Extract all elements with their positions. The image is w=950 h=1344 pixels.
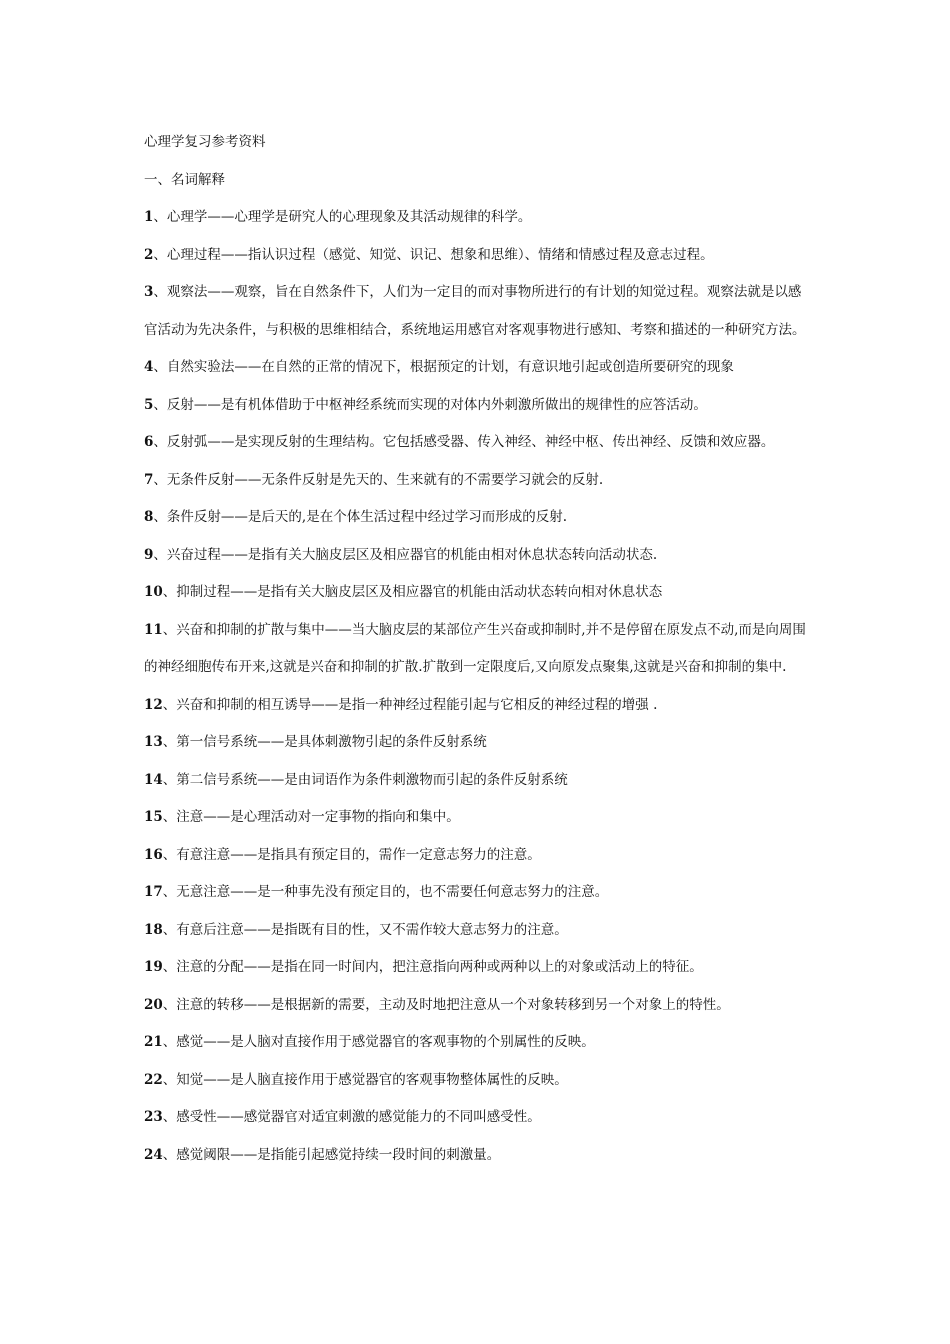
document-title: 心理学复习参考资料 xyxy=(144,134,266,150)
term-entry-16 xyxy=(144,837,812,875)
entry-text: 、感受性——感觉器官对适宜刺激的感觉能力的不同叫感受性。 xyxy=(162,1109,541,1125)
entry-number: 7 xyxy=(144,471,154,488)
entry-text: 、无条件反射——无条件反射是先天的、生来就有的不需要学习就会的反射. xyxy=(153,471,604,488)
entry-number: 19 xyxy=(144,959,163,975)
entry-text: 、条件反射——是后天的,是在个体生活过程中经过学习而形成的反射. xyxy=(153,509,567,525)
term-entry-12 xyxy=(144,687,812,725)
term-entry-2 xyxy=(144,237,812,275)
entry-number: 23 xyxy=(144,1109,163,1125)
entry-text: 、反射弧——是实现反射的生理结构。它包括感受器、传入神经、神经中枢、传出神经、反馈和效应器。 xyxy=(153,434,775,450)
entry-number: 15 xyxy=(144,809,163,825)
term-entry-23 xyxy=(144,1099,812,1137)
term-entry-20 xyxy=(144,987,812,1025)
entry-text: 、感觉阈限——是指能引起感觉持续一段时间的刺激量。 xyxy=(162,1146,501,1163)
term-entry-21 xyxy=(144,1024,812,1062)
term-entry-11 xyxy=(144,612,812,687)
entry-number: 13 xyxy=(144,734,163,750)
entry-text: 、观察法——观察，旨在自然条件下，人们为一定目的而对事物所进行的有计划的知觉过程。观察法就是以感官活动为先决条件，与积极的思维相结合，系统地运用感官对客观事物进行感知、考察和描述的一种研究方法。 xyxy=(144,284,806,338)
term-entry-5 xyxy=(144,387,812,425)
entry-number: 1 xyxy=(144,209,154,225)
entry-number: 11 xyxy=(144,621,163,638)
entry-text: 、心理过程——指认识过程（感觉、知觉、识记、想象和思维）、情绪和情感过程及意志过程。 xyxy=(153,246,714,263)
term-entry-7 xyxy=(144,462,812,500)
term-entry-15 xyxy=(144,799,812,837)
term-entry-13 xyxy=(144,724,812,762)
entry-text: 、自然实验法——在自然的正常的情况下，根据预定的计划，有意识地引起或创造所要研究的现象 xyxy=(153,359,734,375)
entry-text: 、反射——是有机体借助于中枢神经系统而实现的对体内外刺激所做出的规律性的应答活动。 xyxy=(153,396,707,413)
entry-number: 24 xyxy=(144,1146,163,1163)
entry-text: 、有意注意——是指具有预定目的，需作一定意志努力的注意。 xyxy=(162,846,541,863)
entry-number: 3 xyxy=(144,284,154,300)
entry-number: 12 xyxy=(144,696,163,713)
entry-text: 、第二信号系统——是由词语作为条件刺激物而引起的条件反射系统 xyxy=(162,771,568,788)
entry-text: 、兴奋和抑制的扩散与集中——当大脑皮层的某部位产生兴奋或抑制时,并不是停留在原发点不动,而是向周围的神经细胞传布开来,这就是兴奋和抑制的扩散.扩散到一定限度后,又向原发点聚集,这就是兴奋和抑制的集中. xyxy=(144,621,806,675)
entry-text: 、注意的分配——是指在同一时间内，把注意指向两种或两种以上的对象或活动上的特征。 xyxy=(162,959,703,975)
entry-text: 、有意后注意——是指既有目的性，又不需作较大意志努力的注意。 xyxy=(162,921,568,938)
entry-number: 4 xyxy=(144,359,154,375)
entry-number: 18 xyxy=(144,921,163,938)
entry-text: 、注意——是心理活动对一定事物的指向和集中。 xyxy=(162,809,460,825)
entry-text: 、第一信号系统——是具体刺激物引起的条件反射系统 xyxy=(162,734,487,750)
term-entry-8 xyxy=(144,499,812,537)
term-entry-19 xyxy=(144,949,812,987)
entry-number: 10 xyxy=(144,584,163,600)
entry-text: 、知觉——是人脑直接作用于感觉器官的客观事物整体属性的反映。 xyxy=(162,1071,568,1088)
entry-text: 、兴奋过程——是指有关大脑皮层区及相应器官的机能由相对休息状态转向活动状态. xyxy=(153,546,658,563)
term-entry-9 xyxy=(144,537,812,575)
entry-number: 20 xyxy=(144,996,163,1013)
entry-text: 、注意的转移——是根据新的需要，主动及时地把注意从一个对象转移到另一个对象上的特性。 xyxy=(162,996,730,1013)
term-entry-6 xyxy=(144,424,812,462)
entry-number: 21 xyxy=(144,1034,163,1050)
entry-number: 9 xyxy=(144,546,154,563)
section-heading: 一、名词解释 xyxy=(144,171,225,188)
term-entry-18 xyxy=(144,912,812,950)
entry-text: 、兴奋和抑制的相互诱导——是指一种神经过程能引起与它相反的神经过程的增强 . xyxy=(162,696,658,713)
term-entry-22 xyxy=(144,1062,812,1100)
term-entry-3 xyxy=(144,274,812,349)
entry-text: 、无意注意——是一种事先没有预定目的，也不需要任何意志努力的注意。 xyxy=(162,884,609,900)
entry-text: 、抑制过程——是指有关大脑皮层区及相应器官的机能由活动状态转向相对休息状态 xyxy=(162,584,663,600)
term-entry-24 xyxy=(144,1137,812,1175)
entry-number: 2 xyxy=(144,246,154,263)
entry-number: 6 xyxy=(144,434,154,450)
entry-number: 8 xyxy=(144,509,154,525)
term-entry-10 xyxy=(144,574,812,612)
entry-number: 17 xyxy=(144,884,163,900)
term-entry-1 xyxy=(144,199,812,237)
term-entry-17 xyxy=(144,874,812,912)
entry-text: 、心理学——心理学是研究人的心理现象及其活动规律的科学。 xyxy=(153,209,532,225)
entry-number: 5 xyxy=(144,396,154,413)
document-body xyxy=(144,124,812,1174)
entry-number: 22 xyxy=(144,1071,163,1088)
entry-text: 、感觉——是人脑对直接作用于感觉器官的客观事物的个别属性的反映。 xyxy=(162,1034,595,1050)
entry-number: 16 xyxy=(144,846,163,863)
entry-number: 14 xyxy=(144,771,163,788)
term-entry-14 xyxy=(144,762,812,800)
term-entry-4 xyxy=(144,349,812,387)
